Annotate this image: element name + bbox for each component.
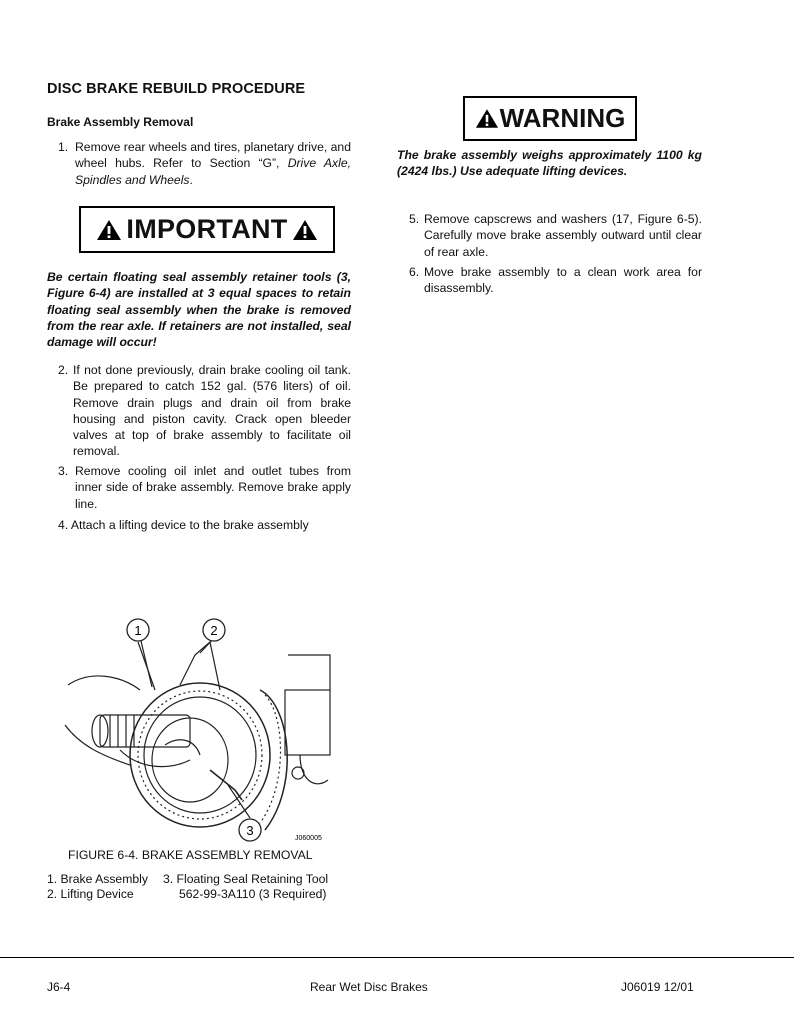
step-text [58, 139, 351, 188]
warning-banner [463, 96, 637, 141]
important-banner [79, 206, 335, 253]
callout-2: 2 [210, 623, 218, 638]
legend-item-3: 3. Floating Seal Retaining Tool [163, 872, 329, 886]
legend-item-2: 2. Lifting Device [47, 887, 134, 901]
step-text: Remove cooling oil inlet and outlet tubes from inner side of brake assembly. Remove brake apply line. [75, 464, 351, 511]
callout-1: 1 [134, 623, 142, 638]
legend-item-3-part-number: 562-99-3A110 (3 Required) [179, 887, 327, 901]
step-5 [409, 211, 702, 260]
footer-section-title: Rear Wet Disc Brakes [310, 980, 428, 994]
section-subheading: Brake Assembly Removal [47, 115, 194, 129]
important-label: IMPORTANT [126, 214, 288, 244]
warning-triangle-icon [475, 108, 499, 129]
callout-3: 3 [246, 823, 254, 838]
warning-triangle-icon [96, 219, 122, 241]
footer-doc-code: J06019 12/01 [621, 980, 694, 994]
step-text: Remove capscrews and washers (17, Figure 6-5). Carefully move brake assembly outward until clear of rear axle. [424, 212, 702, 259]
step-number: 2. [58, 363, 69, 377]
figure-caption: FIGURE 6-4. BRAKE ASSEMBLY REMOVAL [68, 848, 313, 862]
brake-assembly-drawing [60, 595, 360, 845]
step-number: 1. [58, 140, 69, 154]
step-text-italic: Drive Axle, Spindles and Wheels [75, 156, 352, 187]
step-4 [58, 517, 351, 533]
step-text: Move brake assembly to a clean work area for disassembly. [424, 265, 702, 296]
important-text: Be certain floating seal assembly retainer tools (3, Figure 6-4) are installed at 3 equal spaces to retain floating seal assembly when the brake is removed from the rear axle. If retainers are not installed, seal damage will occur! [47, 270, 351, 350]
step-6 [409, 264, 702, 297]
warning-label: WARNING [499, 103, 626, 133]
step-number: 6. [409, 265, 420, 279]
step-1 [58, 139, 351, 188]
step-text-end: . [189, 172, 193, 187]
step-number: 4. [58, 518, 69, 532]
step-3 [58, 463, 351, 512]
brake-assembly-illustration [60, 595, 360, 845]
step-number: 5. [409, 212, 420, 226]
figure-legend-right [163, 872, 328, 902]
footer-rule [0, 957, 794, 958]
step-text: If not done previously, drain brake cooling oil tank. Be prepared to catch 152 gal. (576 liters) of oil. Remove drain plugs and drain oil from brake housing and piston cavity. Crack open bleeder valves at top of brake assembly to facilitate oil removal. [73, 363, 351, 459]
step-text-plain: Remove rear wheels and tires, planetary drive, and wheel hubs. Refer to Section “G”, [75, 140, 351, 171]
step-2 [58, 362, 351, 460]
step-text: Attach a lifting device to the brake assembly [70, 518, 309, 532]
page-title: DISC BRAKE REBUILD PROCEDURE [47, 81, 306, 97]
legend-item-1: 1. Brake Assembly [47, 872, 148, 886]
warning-text: The brake assembly weighs approximately 1100 kg (2424 lbs.) Use adequate lifting devices. [397, 148, 702, 179]
step-number: 3. [58, 464, 69, 478]
figure-legend-left [47, 872, 148, 902]
warning-triangle-icon [292, 219, 318, 241]
footer-page-number: J6-4 [47, 980, 71, 994]
figure-code: J060005 [295, 835, 322, 842]
